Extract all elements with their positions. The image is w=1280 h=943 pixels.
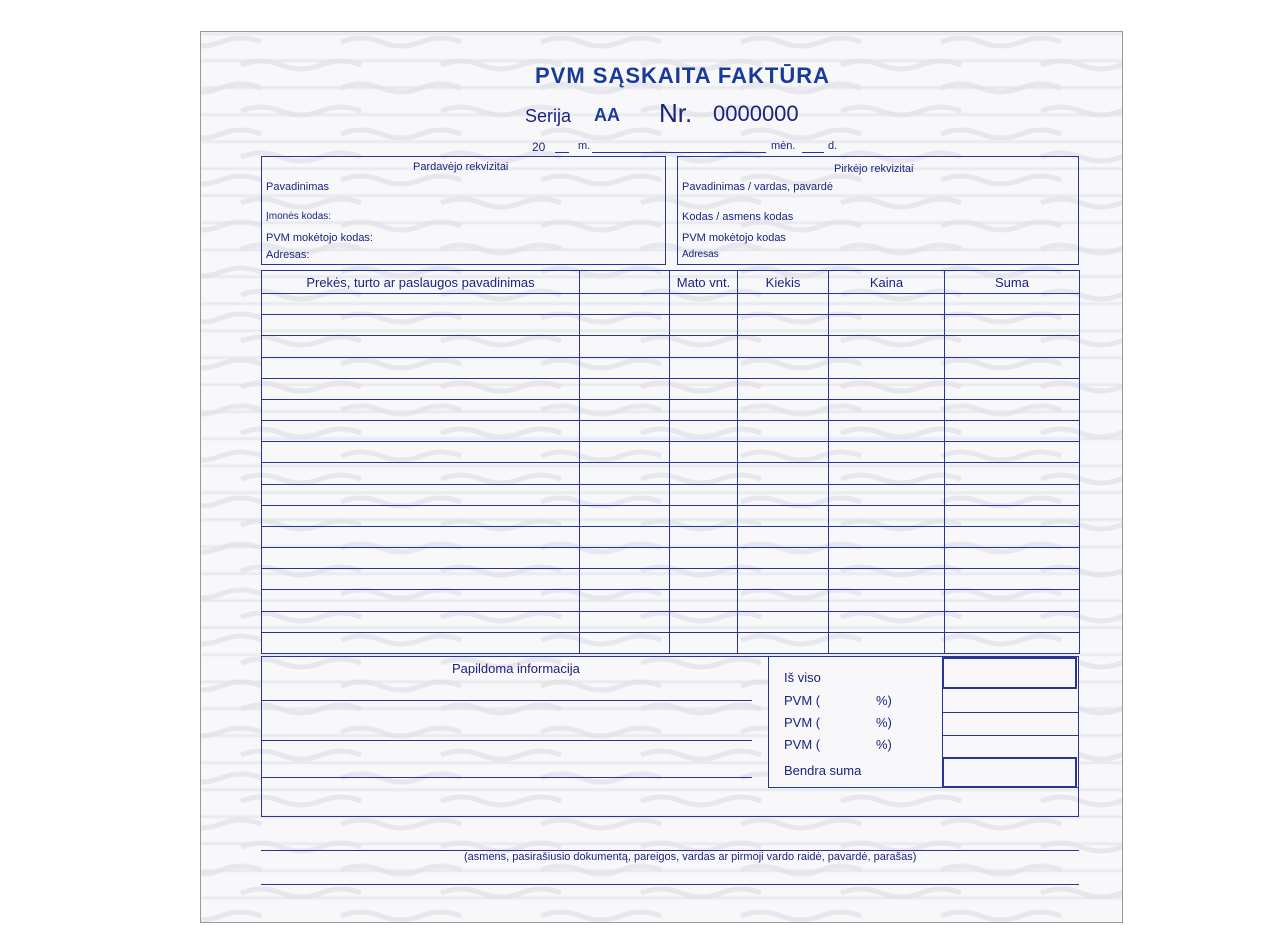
table-cell[interactable]	[829, 611, 945, 632]
totals-box	[768, 656, 1079, 788]
table-row	[262, 526, 1080, 547]
table-cell[interactable]	[738, 484, 829, 505]
wave-mark	[441, 889, 561, 897]
table-cell[interactable]	[829, 421, 945, 442]
table-cell[interactable]	[738, 569, 829, 590]
total-label: Iš viso	[784, 670, 821, 685]
column-header-name: Prekės, turto ar paslaugos pavadinimas	[262, 271, 580, 294]
wave-mark	[201, 912, 261, 920]
wave-mark	[201, 314, 261, 322]
table-row	[262, 336, 1080, 357]
table-cell[interactable]	[262, 526, 580, 547]
wave-mark	[341, 866, 461, 874]
column-header-price: Kaina	[829, 271, 945, 294]
wave-mark	[541, 912, 661, 920]
table-cell[interactable]	[738, 294, 829, 315]
vat-label-3: PVM (	[784, 737, 821, 752]
table-row	[262, 505, 1080, 526]
invoice-number: 0000000	[713, 101, 799, 126]
table-cell[interactable]	[580, 505, 670, 526]
table-cell[interactable]	[945, 294, 1080, 315]
table-cell[interactable]	[738, 336, 829, 357]
table-cell[interactable]	[945, 421, 1080, 442]
date-year-prefix: 20	[532, 140, 546, 154]
invoice-form	[200, 31, 1123, 923]
table-cell[interactable]	[262, 505, 580, 526]
table-cell[interactable]	[738, 378, 829, 399]
table-cell[interactable]	[580, 336, 670, 357]
vat-value-divider	[942, 712, 1079, 713]
table-cell[interactable]	[670, 399, 738, 420]
series-label: Serija	[525, 106, 572, 126]
column-header-unit: Mato vnt.	[670, 271, 738, 294]
table-cell[interactable]	[829, 294, 945, 315]
table-cell[interactable]	[738, 590, 829, 611]
wave-mark	[541, 130, 661, 138]
table-cell[interactable]	[829, 505, 945, 526]
table-cell[interactable]	[738, 442, 829, 463]
table-row	[262, 421, 1080, 442]
wave-mark	[201, 682, 261, 690]
table-cell[interactable]	[580, 357, 670, 378]
table-cell[interactable]	[829, 378, 945, 399]
signature-bottom-line	[261, 884, 1079, 885]
wave-mark	[941, 38, 1061, 46]
wave-mark	[201, 728, 261, 736]
wave-mark	[201, 452, 261, 460]
table-cell[interactable]	[262, 548, 580, 569]
table-row	[262, 590, 1080, 611]
column-header-blank	[580, 271, 670, 294]
table-cell[interactable]	[580, 611, 670, 632]
wave-mark	[1041, 107, 1123, 115]
table-cell[interactable]	[829, 548, 945, 569]
wave-mark	[201, 84, 261, 92]
wave-mark	[341, 820, 461, 828]
seller-heading: Pardavėjo rekvizitai	[413, 161, 509, 173]
wave-mark	[941, 130, 1061, 138]
table-row	[262, 569, 1080, 590]
wave-mark	[201, 176, 261, 184]
table-row	[262, 294, 1080, 315]
additional-info-line[interactable]	[262, 777, 752, 778]
date-day-suffix: d.	[828, 140, 838, 152]
table-cell[interactable]	[670, 632, 738, 653]
grand-total-label: Bendra suma	[784, 763, 862, 778]
table-cell[interactable]	[262, 315, 580, 336]
table-row	[262, 315, 1080, 336]
wave-mark	[541, 38, 661, 46]
table-cell[interactable]	[738, 315, 829, 336]
date-year-blank[interactable]	[555, 152, 569, 153]
table-cell[interactable]	[670, 378, 738, 399]
table-cell[interactable]	[738, 399, 829, 420]
table-cell[interactable]	[945, 357, 1080, 378]
table-cell[interactable]	[670, 611, 738, 632]
column-header-sum: Suma	[945, 271, 1080, 294]
table-cell[interactable]	[945, 632, 1080, 653]
table-cell[interactable]	[262, 378, 580, 399]
table-cell[interactable]	[670, 357, 738, 378]
table-row	[262, 442, 1080, 463]
table-cell[interactable]	[670, 505, 738, 526]
wave-mark	[841, 889, 961, 897]
vat-label-1: PVM (	[784, 693, 821, 708]
wave-mark	[201, 636, 261, 644]
table-cell[interactable]	[945, 611, 1080, 632]
wave-mark	[741, 130, 861, 138]
wave-mark	[241, 889, 361, 897]
items-table-header-row	[262, 271, 1080, 294]
date-year-suffix: m.	[578, 140, 591, 152]
table-cell[interactable]	[945, 463, 1080, 484]
vat-percent-3: %)	[876, 737, 892, 752]
table-cell[interactable]	[580, 526, 670, 547]
wave-mark	[941, 866, 1061, 874]
table-row	[262, 378, 1080, 399]
table-cell[interactable]	[829, 399, 945, 420]
table-cell[interactable]	[738, 421, 829, 442]
date-month-suffix: mėn.	[771, 140, 796, 152]
table-cell[interactable]	[670, 548, 738, 569]
wave-mark	[741, 820, 861, 828]
table-cell[interactable]	[262, 590, 580, 611]
table-cell[interactable]	[262, 611, 580, 632]
number-label: Nr.	[659, 98, 693, 128]
table-cell[interactable]	[945, 548, 1080, 569]
wave-mark	[201, 222, 261, 230]
wave-mark	[201, 360, 261, 368]
table-row	[262, 399, 1080, 420]
table-cell[interactable]	[580, 569, 670, 590]
vat-value-divider	[942, 735, 1079, 736]
additional-info-heading: Papildoma informacija	[452, 661, 580, 676]
table-cell[interactable]	[945, 505, 1080, 526]
seller-details-box	[261, 156, 666, 265]
wave-mark	[201, 406, 261, 414]
table-cell[interactable]	[262, 294, 580, 315]
buyer-details-box	[677, 156, 1079, 265]
table-cell[interactable]	[829, 590, 945, 611]
table-cell[interactable]	[738, 463, 829, 484]
wave-mark	[941, 820, 1061, 828]
table-cell[interactable]	[580, 315, 670, 336]
wave-mark	[341, 38, 461, 46]
table-cell[interactable]	[262, 442, 580, 463]
table-cell[interactable]	[580, 484, 670, 505]
wave-mark	[201, 498, 261, 506]
table-cell[interactable]	[262, 569, 580, 590]
seller-vat-code-label: PVM mokėtojo kodas:	[266, 232, 373, 244]
table-cell[interactable]	[738, 526, 829, 547]
seller-name-label: Pavadinimas	[266, 181, 329, 193]
table-cell[interactable]	[829, 632, 945, 653]
wave-mark	[341, 84, 461, 92]
buyer-vat-code-label: PVM mokėtojo kodas	[682, 232, 786, 244]
wave-mark	[541, 866, 661, 874]
table-cell[interactable]	[580, 463, 670, 484]
table-cell[interactable]	[670, 484, 738, 505]
wave-mark	[1041, 889, 1123, 897]
table-cell[interactable]	[670, 336, 738, 357]
table-cell[interactable]	[945, 526, 1080, 547]
table-cell[interactable]	[738, 611, 829, 632]
table-cell[interactable]	[945, 378, 1080, 399]
table-cell[interactable]	[262, 463, 580, 484]
table-cell[interactable]	[829, 484, 945, 505]
table-row	[262, 463, 1080, 484]
buyer-name-label: Pavadinimas / vardas, pavardė	[682, 181, 834, 193]
wave-mark	[201, 820, 261, 828]
table-cell[interactable]	[262, 357, 580, 378]
vat-percent-2: %)	[876, 715, 892, 730]
table-cell[interactable]	[262, 484, 580, 505]
wave-mark	[341, 912, 461, 920]
wave-mark	[941, 84, 1061, 92]
table-row	[262, 632, 1080, 653]
table-cell[interactable]	[829, 526, 945, 547]
wave-mark	[1041, 61, 1123, 69]
total-value-cell[interactable]	[942, 657, 1077, 689]
table-cell[interactable]	[738, 357, 829, 378]
seller-company-code-label: Įmonės kodas:	[266, 211, 332, 222]
wave-mark	[841, 107, 961, 115]
date-month-blank[interactable]	[592, 152, 766, 153]
table-cell[interactable]	[580, 590, 670, 611]
table-cell[interactable]	[262, 336, 580, 357]
table-cell[interactable]	[945, 399, 1080, 420]
table-cell[interactable]	[580, 294, 670, 315]
vat-percent-1: %)	[876, 693, 892, 708]
wave-mark	[341, 130, 461, 138]
table-cell[interactable]	[945, 569, 1080, 590]
wave-mark	[841, 61, 961, 69]
wave-mark	[201, 38, 261, 46]
table-cell[interactable]	[945, 590, 1080, 611]
wave-mark	[201, 544, 261, 552]
table-cell[interactable]	[945, 315, 1080, 336]
additional-info-line[interactable]	[262, 740, 752, 741]
wave-mark	[941, 912, 1061, 920]
items-table	[261, 270, 1080, 654]
table-cell[interactable]	[580, 399, 670, 420]
table-cell[interactable]	[829, 336, 945, 357]
table-cell[interactable]	[262, 632, 580, 653]
table-cell[interactable]	[670, 294, 738, 315]
table-cell[interactable]	[262, 399, 580, 420]
table-cell[interactable]	[580, 378, 670, 399]
series-value: AA	[594, 105, 620, 125]
wave-mark	[741, 912, 861, 920]
table-cell[interactable]	[738, 632, 829, 653]
table-row	[262, 357, 1080, 378]
table-row	[262, 484, 1080, 505]
table-cell[interactable]	[670, 463, 738, 484]
table-cell[interactable]	[670, 442, 738, 463]
additional-info-line[interactable]	[262, 700, 752, 701]
wave-mark	[201, 590, 261, 598]
wave-mark	[201, 774, 261, 782]
table-cell[interactable]	[738, 548, 829, 569]
table-cell[interactable]	[829, 442, 945, 463]
table-cell[interactable]	[829, 315, 945, 336]
vat-label-2: PVM (	[784, 715, 821, 730]
table-cell[interactable]	[738, 505, 829, 526]
table-cell[interactable]	[262, 421, 580, 442]
table-cell[interactable]	[580, 442, 670, 463]
table-row	[262, 548, 1080, 569]
table-cell[interactable]	[829, 569, 945, 590]
table-cell[interactable]	[829, 463, 945, 484]
table-cell[interactable]	[945, 336, 1080, 357]
table-cell[interactable]	[670, 526, 738, 547]
date-day-blank[interactable]	[802, 152, 824, 153]
table-cell[interactable]	[670, 569, 738, 590]
wave-mark	[741, 866, 861, 874]
buyer-code-label: Kodas / asmens kodas	[682, 211, 794, 223]
wave-mark	[241, 61, 361, 69]
table-cell[interactable]	[945, 442, 1080, 463]
table-cell[interactable]	[670, 590, 738, 611]
table-row	[262, 611, 1080, 632]
table-cell[interactable]	[580, 421, 670, 442]
wave-mark	[201, 130, 261, 138]
table-cell[interactable]	[580, 548, 670, 569]
seller-address-label: Adresas:	[266, 249, 310, 261]
grand-total-value-cell[interactable]	[942, 757, 1077, 788]
table-cell[interactable]	[670, 421, 738, 442]
table-cell[interactable]	[670, 315, 738, 336]
wave-mark	[741, 38, 861, 46]
table-cell[interactable]	[829, 357, 945, 378]
invoice-title: PVM SĄSKAITA FAKTŪRA	[535, 63, 830, 88]
wave-mark	[641, 889, 761, 897]
wave-mark	[201, 866, 261, 874]
signature-caption: (asmens, pasirašiusio dokumentą, pareigos, vardas ar pirmoji vardo raidė, pavardė, parašas)	[464, 851, 917, 863]
wave-mark	[241, 107, 361, 115]
buyer-address-label: Adresas	[682, 249, 719, 260]
wave-mark	[541, 820, 661, 828]
buyer-heading: Pirkėjo rekvizitai	[834, 163, 914, 175]
table-cell[interactable]	[945, 484, 1080, 505]
wave-mark	[201, 268, 261, 276]
table-cell[interactable]	[580, 632, 670, 653]
column-header-quantity: Kiekis	[738, 271, 829, 294]
